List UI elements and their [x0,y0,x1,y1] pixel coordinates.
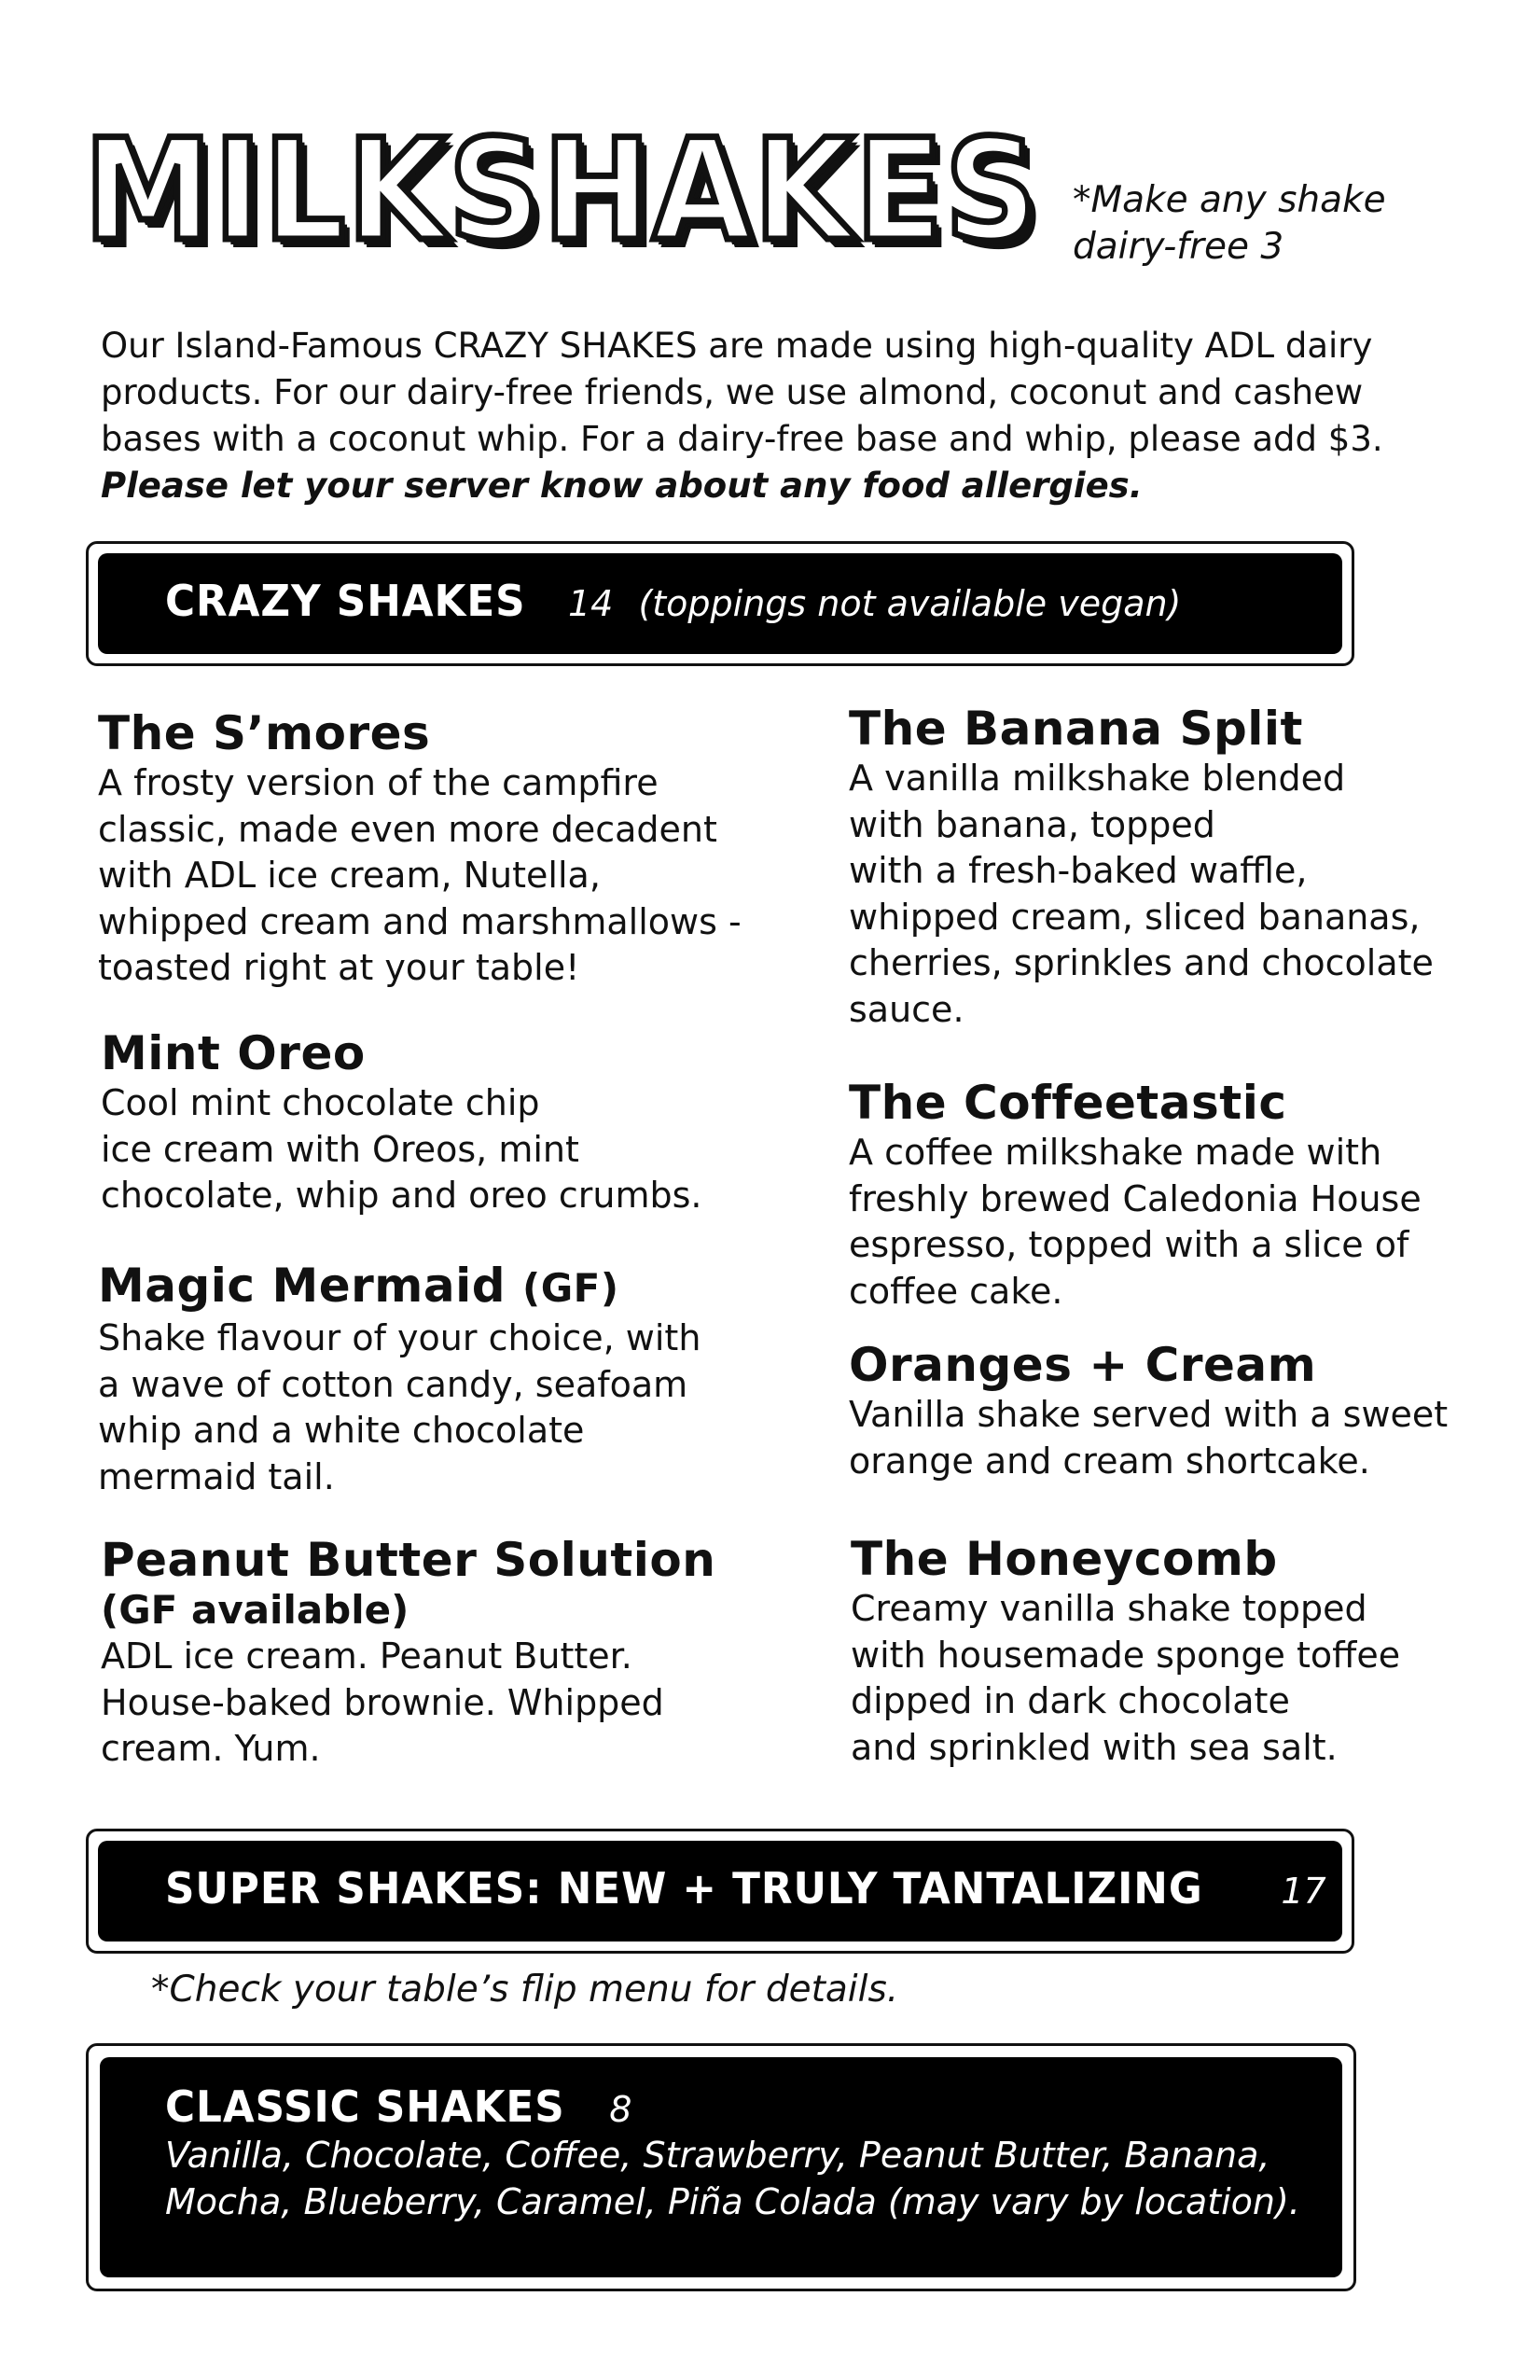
classic-shakes-banner [86,2043,1356,2291]
item-name: The Coffeetastic [849,1076,1287,1130]
page-title: MILKSHAKES [84,110,1040,272]
super-shakes-note: *Check your table’s flip menu for details. [151,1969,899,2011]
item-name: Peanut Butter Solution [101,1533,716,1587]
menu-item [849,1338,1520,1484]
item-name: Magic Mermaid (GF) [98,1259,619,1313]
crazy-shakes-banner-fill [98,553,1342,654]
item-name: Oranges + Cream [849,1338,1317,1392]
item-description: Creamy vanilla shake topped with housemade sponge toffee dipped in dark chocolate and sprinkled with sea salt. [851,1588,1401,1768]
item-description: Vanilla shake served with a sweet orange and cream shortcake. [849,1394,1449,1482]
item-description: Cool mint chocolate chip ice cream with Oreos, mint chocolate, whip and oreo crumbs. [101,1082,702,1216]
classic-shakes-price: 8 [609,2089,632,2130]
super-shakes-price: 17 [1281,1871,1326,1912]
item-name: The Honeycomb [851,1532,1278,1586]
dairy-free-note: *Make any shake dairy-free 3 [1073,179,1386,268]
crazy-shakes-note: (toppings not available vegan) [638,583,1182,624]
menu-item [849,1076,1502,1315]
item-description: A frosty version of the campfire classic, made even more decadent with ADL ice cream, Nutella, whipped cream and marshmallows - toasted right at your table! [98,762,742,988]
crazy-shakes-banner [86,541,1354,666]
intro-paragraph [101,323,1407,509]
menu-item [101,1026,791,1219]
item-description: A vanilla milkshake blended with banana, topped with a fresh-baked waffle, whipped cream, sliced bananas, cherries, sprinkles and chocolate sauce. [849,758,1434,1030]
menu-item [851,1532,1504,1771]
item-description: A coffee milkshake made with freshly brewed Caledonia House espresso, topped with a slice of coffee cake. [849,1132,1422,1312]
menu-item [98,706,788,992]
crazy-shakes-price: 14 [567,583,614,624]
item-name: The Banana Split [849,702,1303,756]
classic-shakes-list: Vanilla, Chocolate, Coffee, Strawberry, Peanut Butter, Banana, Mocha, Blueberry, Caramel, Piña Colada (may vary by location). [165,2135,1300,2222]
item-tag: (GF) [522,1265,619,1311]
allergy-note: Please let your server know about any food allergies. [101,466,1143,506]
super-shakes-banner-fill [98,1841,1342,1942]
menu-item [98,1259,807,1500]
menu-item [849,702,1502,1033]
classic-shakes-banner-fill [100,2057,1342,2277]
item-description: ADL ice cream. Peanut Butter. House-baked brownie. Whipped cream. Yum. [101,1635,664,1769]
item-description: Shake flavour of your choice, with a wave of cotton candy, seafoam whip and a white chocolate mermaid tail. [98,1317,701,1497]
crazy-shakes-heading: CRAZY SHAKES [165,576,526,626]
classic-shakes-heading: CLASSIC SHAKES [165,2081,565,2132]
menu-item [101,1533,810,1773]
item-name: The S’mores [98,706,431,760]
item-name: Mint Oreo [101,1026,366,1080]
super-shakes-banner [86,1829,1354,1954]
item-subtitle: (GF available) [101,1587,409,1633]
super-shakes-heading: SUPER SHAKES: NEW + TRULY TANTALIZING [165,1863,1203,1914]
intro-text: Our Island-Famous CRAZY SHAKES are made using high-quality ADL dairy products. For our dairy-free friends, we use almond, coconut and cashew bases with a coconut whip. For a dairy-free base and whip, please add $3. [101,326,1383,459]
